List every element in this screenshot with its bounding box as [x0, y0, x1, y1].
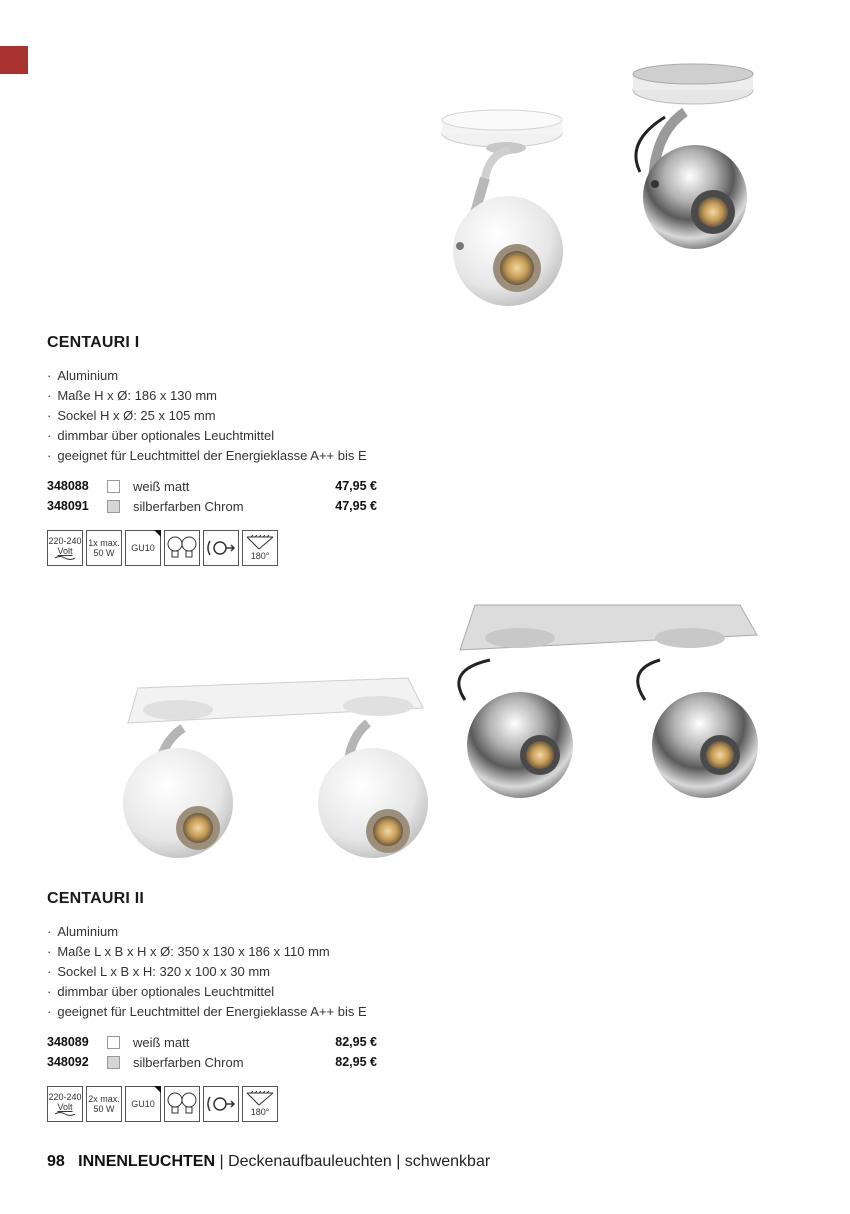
color-name: silberfarben Chrom [133, 1054, 244, 1070]
socket-icon [125, 530, 161, 566]
color-name: weiß matt [133, 1034, 190, 1050]
color-name: silberfarben Chrom [133, 498, 244, 514]
feature-item: · Aluminium [47, 366, 377, 386]
feature-item: · geeignet für Leuchtmittel der Energieklasse A++ bis E [47, 446, 377, 466]
feature-list [47, 922, 377, 1022]
socket-type: GU10 [131, 1099, 155, 1109]
feature-item: · Maße H x Ø: 186 x 130 mm [47, 386, 377, 406]
socket-type: GU10 [131, 543, 155, 553]
feature-item: · Aluminium [47, 922, 377, 942]
color-swatch [107, 1036, 120, 1049]
feature-list [47, 366, 377, 466]
color-swatch [107, 480, 120, 493]
wattage-icon [86, 530, 122, 566]
product-title: CENTAURI II [47, 890, 145, 907]
price: 82,95 € [335, 1035, 377, 1049]
color-name: weiß matt [133, 478, 190, 494]
voltage-icon [47, 530, 83, 566]
article-number: 348088 [47, 479, 89, 493]
lamp-count: 2x max. [88, 1094, 120, 1104]
spec-icon-row [47, 1086, 377, 1122]
variant-table [47, 1032, 377, 1072]
wattage-icon [86, 1086, 122, 1122]
rotation-angle: 180° [250, 551, 270, 561]
color-swatch [107, 500, 120, 513]
footer-subcategory: | Deckenaufbauleuchten | schwenkbar [215, 1153, 491, 1170]
chapter-tab-marker [0, 46, 28, 74]
variant-row [47, 1052, 377, 1072]
product-title: CENTAURI I [47, 334, 140, 351]
feature-item: · Sockel H x Ø: 25 x 105 mm [47, 406, 377, 426]
voltage-range: 220-240 [48, 536, 82, 546]
centauri-1-white-lamp-image [440, 108, 570, 313]
variant-row [47, 496, 377, 516]
lamp-count: 1x max. [88, 538, 120, 548]
wattage: 50 W [93, 1104, 115, 1114]
rotation-angle-icon [242, 1086, 278, 1122]
product-2-section [47, 890, 377, 1122]
feature-item: · dimmbar über optionales Leuchtmittel [47, 982, 377, 1002]
rotation-angle: 180° [250, 1107, 270, 1117]
volt-unit: Volt [57, 546, 73, 556]
swivel-icon [203, 1086, 239, 1122]
wave-icon [55, 556, 75, 560]
color-swatch [107, 1056, 120, 1069]
dimmable-bulbs-icon [164, 1086, 200, 1122]
article-number: 348089 [47, 1035, 89, 1049]
voltage-icon [47, 1086, 83, 1122]
feature-item: · Maße L x B x H x Ø: 350 x 130 x 186 x 110 mm [47, 942, 377, 962]
feature-item: · dimmbar über optionales Leuchtmittel [47, 426, 377, 446]
footer-category: INNENLEUCHTEN [78, 1153, 216, 1170]
socket-icon [125, 1086, 161, 1122]
price: 47,95 € [335, 479, 377, 493]
price: 47,95 € [335, 499, 377, 513]
corner-mark-icon [154, 530, 161, 537]
feature-item: · Sockel L x B x H: 320 x 100 x 30 mm [47, 962, 377, 982]
voltage-range: 220-240 [48, 1092, 82, 1102]
page-footer [47, 1153, 490, 1171]
page-number: 98 [47, 1153, 65, 1170]
variant-table [47, 476, 377, 516]
article-number: 348091 [47, 499, 89, 513]
wave-icon [55, 1112, 75, 1116]
rotation-angle-icon [242, 530, 278, 566]
article-number: 348092 [47, 1055, 89, 1069]
wattage: 50 W [93, 548, 115, 558]
dimmable-bulbs-icon [164, 530, 200, 566]
volt-unit: Volt [57, 1102, 73, 1112]
variant-row [47, 1032, 377, 1052]
variant-row [47, 476, 377, 496]
centauri-2-chrome-lamp-image [445, 600, 760, 800]
feature-item: · geeignet für Leuchtmittel der Energieklasse A++ bis E [47, 1002, 377, 1022]
price: 82,95 € [335, 1055, 377, 1069]
centauri-2-white-lamp-image [118, 668, 428, 868]
product-1-section [47, 334, 377, 566]
corner-mark-icon [154, 1086, 161, 1093]
centauri-1-chrome-lamp-image [625, 62, 760, 262]
spec-icon-row [47, 530, 377, 566]
swivel-icon [203, 530, 239, 566]
